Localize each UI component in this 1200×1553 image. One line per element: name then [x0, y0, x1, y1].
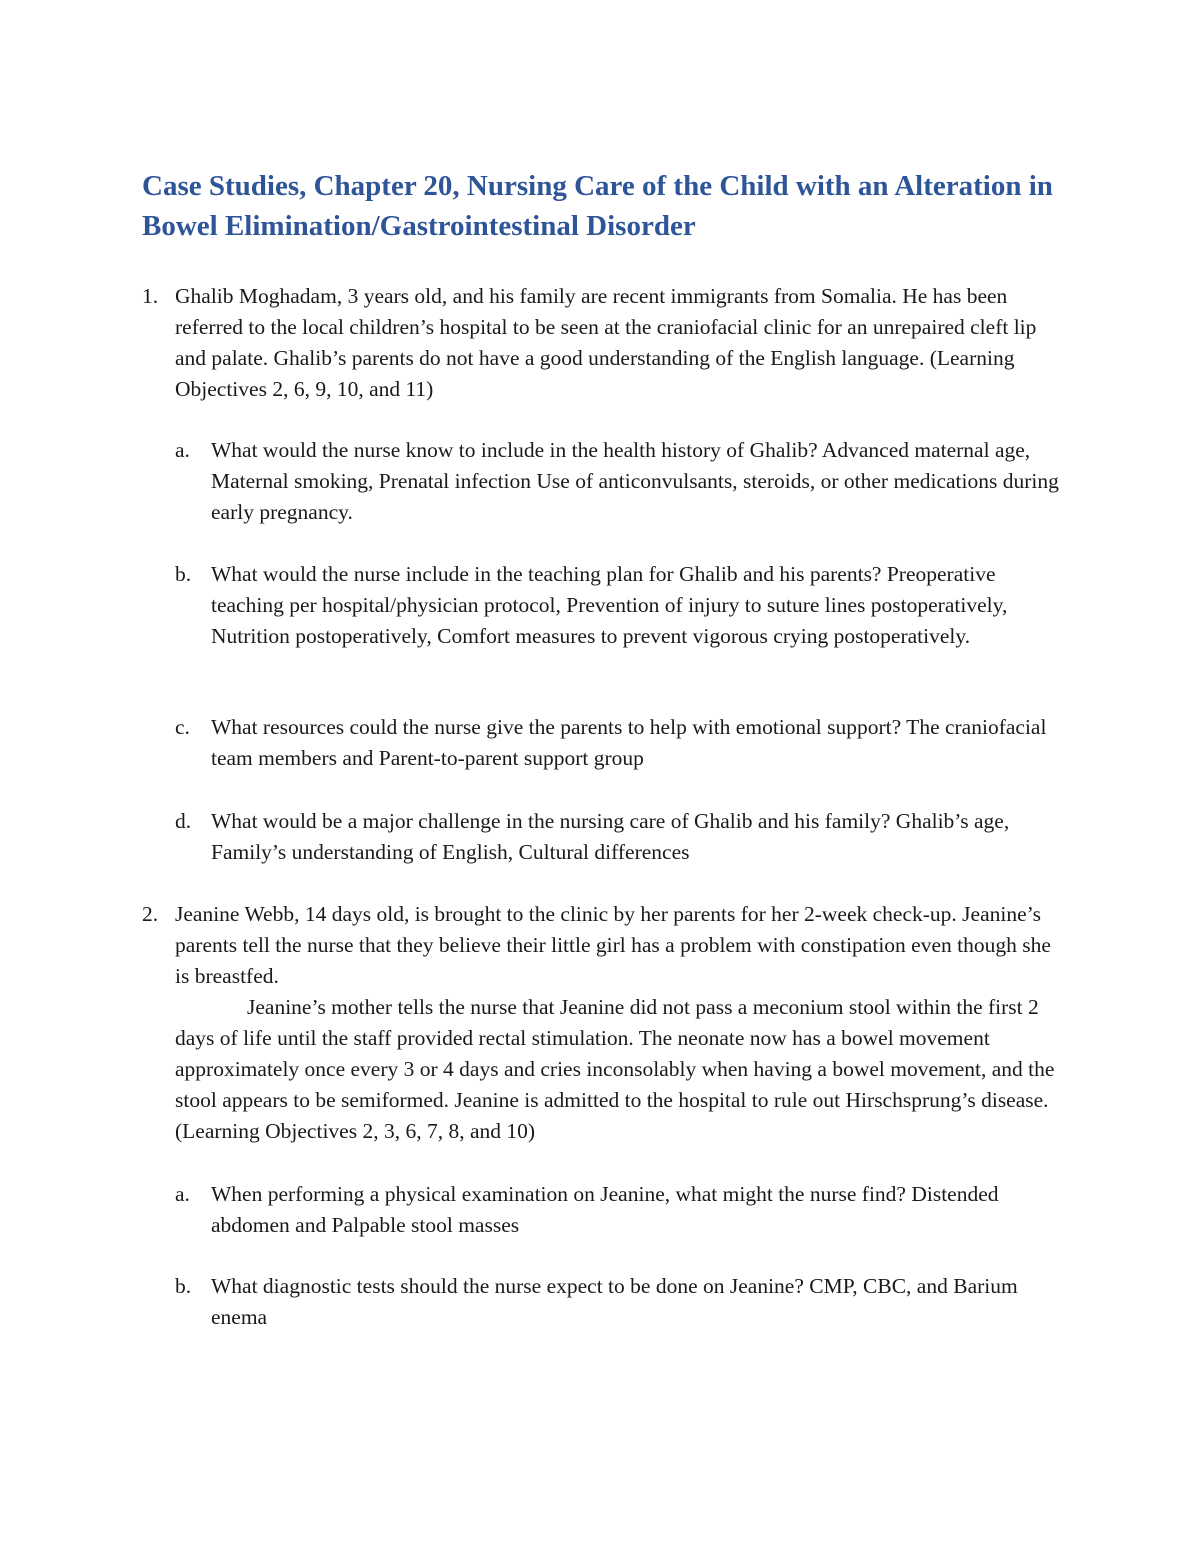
- case-2-question-a: When performing a physical examination on Jeanine, what might the nurse find? Distended abdomen and Palpable stool masses: [211, 1182, 999, 1237]
- document-title: Case Studies, Chapter 20, Nursing Care of the Child with an Alteration in Bowel Elimination/Gastrointestinal Disorder: [142, 170, 1053, 242]
- case-1-question-c-letter: c.: [175, 715, 190, 739]
- case-2-question-a-letter: a.: [175, 1182, 190, 1206]
- case-2-paragraph-2: Jeanine’s mother tells the nurse that Jeanine did not pass a meconium stool within the first 2 days of life until the staff provided rectal stimulation. The neonate now has a bowel movement approximately once every 3 or 4 days and cries inconsolably when having a bowel movement, and the stool appears to be semiformed. Jeanine is admitted to the hospital to rule out Hirschsprung’s disease. (Learning Objectives 2, 3, 6, 7, 8, and 10): [175, 995, 1055, 1143]
- case-2-description: [175, 899, 1065, 1147]
- case-2-question-b: What diagnostic tests should the nurse expect to be done on Jeanine? CMP, CBC, and Barium enema: [211, 1274, 1018, 1329]
- case-1-description: Ghalib Moghadam, 3 years old, and his family are recent immigrants from Somalia. He has been referred to the local children’s hospital to be seen at the craniofacial clinic for an unrepaired cleft lip and palate. Ghalib’s parents do not have a good understanding of the English language. (Learning Objectives 2, 6, 9, 10, and 11): [175, 284, 1037, 401]
- case-number: 1.: [142, 284, 159, 308]
- case-1-question-c: What resources could the nurse give the parents to help with emotional support? The craniofacial team members and Parent-to-parent support group: [211, 715, 1047, 770]
- case-2-question-b-letter: b.: [175, 1274, 192, 1298]
- case-2-paragraph-1: Jeanine Webb, 14 days old, is brought to the clinic by her parents for her 2-week check-up. Jeanine’s parents tell the nurse that they believe their little girl has a problem with constipation even though she is breastfed.: [175, 902, 1051, 988]
- case-1-question-a-letter: a.: [175, 438, 190, 462]
- case-1-question-a: What would the nurse know to include in the health history of Ghalib? Advanced maternal age, Maternal smoking, Prenatal infection Use of anticonvulsants, steroids, or other medications during early pregnancy.: [211, 438, 1059, 524]
- case-1-question-d-letter: d.: [175, 809, 192, 833]
- case-1-question-d: What would be a major challenge in the nursing care of Ghalib and his family? Ghalib’s age, Family’s understanding of English, Cultural differences: [211, 809, 1010, 864]
- case-1-question-b-letter: b.: [175, 562, 192, 586]
- case-1-question-b: What would the nurse include in the teaching plan for Ghalib and his parents? Preoperative teaching per hospital/physician protocol, Prevention of injury to suture lines postoperatively, Nutrition postoperatively, Comfort measures to prevent vigorous crying postoperatively.: [211, 562, 1008, 648]
- case-number: 2.: [142, 902, 159, 926]
